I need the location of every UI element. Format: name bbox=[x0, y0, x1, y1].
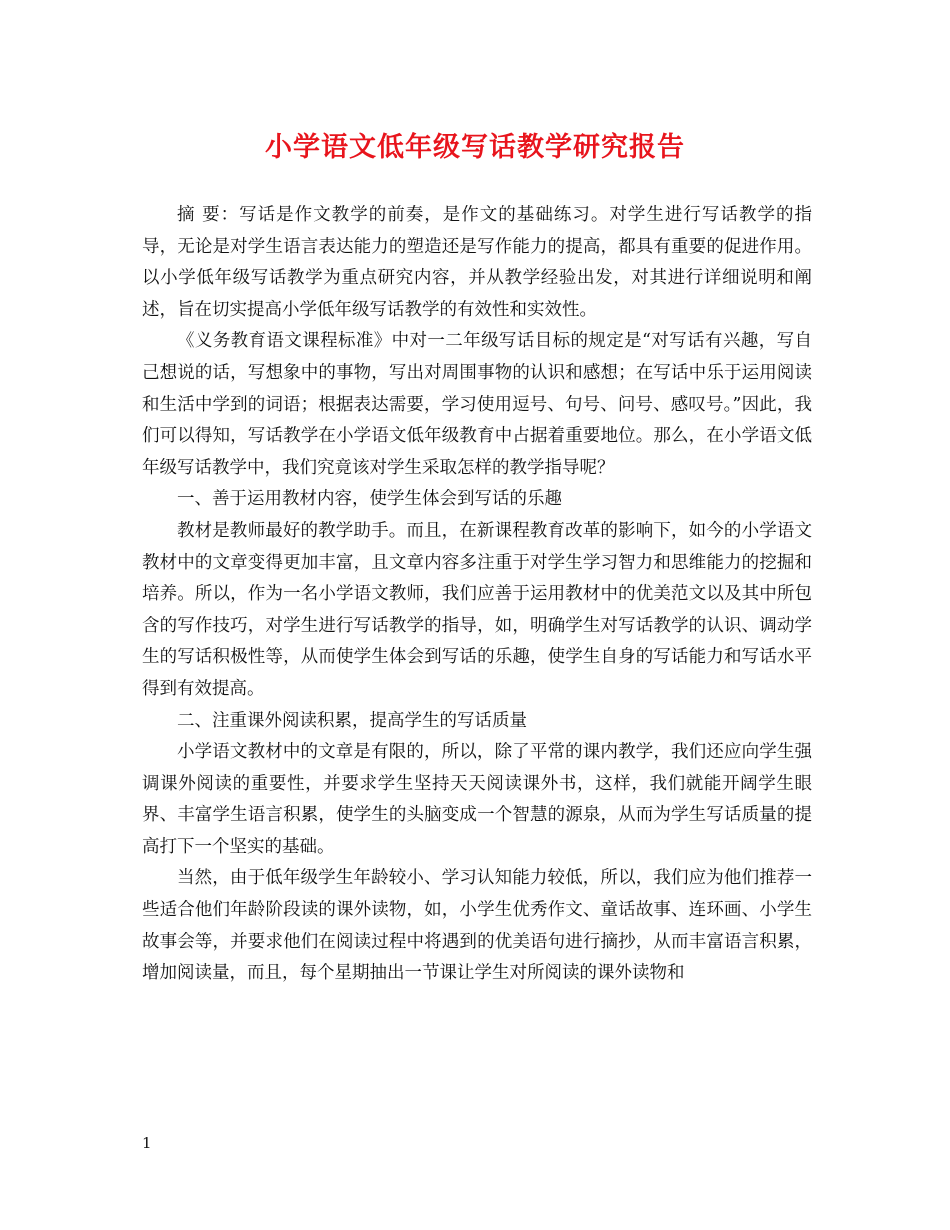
body-paragraph: 《义务教育语文课程标准》中对一二年级写话目标的规定是“对写话有兴趣，写自己想说的话，写想象中的事物，写出对周围事物的认识和感想；在写话中乐于运用阅读和生活中学到的词语；根据表达需要，学习使用逗号、句号、问号、感叹号。”因此，我们可以得知，写话教学在小学语文低年级教育中占据着重要地位。那么，在小学语文低年级写话教学中，我们究竟该对学生采取怎样的教学指导呢？ bbox=[142, 331, 812, 478]
document-body bbox=[142, 200, 812, 990]
document-title: 小学语文低年级写话教学研究报告 bbox=[265, 132, 685, 163]
section-heading-2: 二、注重课外阅读积累，提高学生的写话质量 bbox=[177, 710, 527, 731]
abstract-paragraph: 摘 要：写话是作文教学的前奏，是作文的基础练习。对学生进行写话教学的指导，无论是对学生语言表达能力的塑造还是写作能力的提高，都具有重要的促进作用。以小学低年级写话教学为重点研究内容，并从教学经验出发，对其进行详细说明和阐述，旨在切实提高小学低年级写话教学的有效性和实效性。 bbox=[142, 205, 812, 320]
body-paragraph: 小学语文教材中的文章是有限的，所以，除了平常的课内教学，我们还应向学生强调课外阅读的重要性，并要求学生坚持天天阅读课外书，这样，我们就能开阔学生眼界、丰富学生语言积累，使学生的头脑变成一个智慧的源泉，从而为学生写话质量的提高打下一个坚实的基础。 bbox=[142, 742, 812, 857]
section-heading-1: 一、善于运用教材内容，使学生体会到写话的乐趣 bbox=[177, 489, 562, 510]
page-number: 1 bbox=[142, 1134, 152, 1152]
body-paragraph: 当然，由于低年级学生年龄较小、学习认知能力较低，所以，我们应为他们推荐一些适合他们年龄阶段读的课外读物，如，小学生优秀作文、童话故事、连环画、小学生故事会等，并要求他们在阅读过程中将遇到的优美语句进行摘抄，从而丰富语言积累，增加阅读量，而且，每个星期抽出一节课让学生对所阅读的课外读物和 bbox=[142, 868, 812, 984]
body-paragraph: 教材是教师最好的教学助手。而且，在新课程教育改革的影响下，如今的小学语文教材中的文章变得更加丰富，且文章内容多注重于对学生学习智力和思维能力的挖掘和培养。所以，作为一名小学语文教师，我们应善于运用教材中的优美范文以及其中所包含的写作技巧，对学生进行写话教学的指导，如，明确学生对写话教学的认识、调动学生的写话积极性等，从而使学生体会到写话的乐趣，使学生自身的写话能力和写话水平得到有效提高。 bbox=[142, 520, 812, 699]
